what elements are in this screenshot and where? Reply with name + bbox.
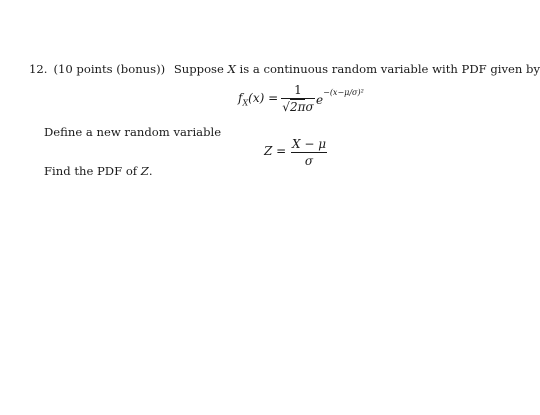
pdf-numerator: 1 <box>294 83 302 97</box>
define-text: Define a new random variable <box>44 125 222 139</box>
sqrt-icon: √ <box>282 100 290 114</box>
z-fraction-bar <box>291 152 327 153</box>
variable-x: X <box>227 62 236 76</box>
pdf-exponential <box>316 88 364 107</box>
statement-text-after: is a continuous random variable with PDF given by <box>239 62 540 76</box>
variable-z: Z <box>140 164 149 178</box>
problem-points: (10 points (bonus)) <box>53 62 166 76</box>
pdf-arg: (x) = <box>248 91 279 105</box>
find-statement <box>44 164 153 178</box>
problem-number: 12. <box>29 62 48 76</box>
z-denominator: σ <box>304 154 314 168</box>
pdf-denominator <box>281 100 315 114</box>
pdf-func: f <box>238 91 243 105</box>
statement-text-before: Suppose <box>173 62 224 76</box>
z-equation <box>264 137 334 167</box>
problem-statement <box>29 62 540 76</box>
pdf-fraction <box>281 83 315 114</box>
find-text-before: Find the PDF of <box>44 164 138 178</box>
pdf-sqrt-content: 2π <box>289 100 306 114</box>
z-fraction <box>291 137 327 168</box>
z-numerator: X − μ <box>291 137 327 151</box>
pdf-sigma: σ <box>305 100 314 114</box>
pdf-subscript: X <box>242 98 249 108</box>
z-lhs: Z = <box>264 144 287 158</box>
exp-base: e <box>316 93 324 107</box>
find-text-after: . <box>148 164 153 178</box>
pdf-lhs <box>238 91 278 107</box>
exp-exponent: −(x−μ/σ)² <box>323 88 364 97</box>
pdf-equation <box>238 83 388 117</box>
